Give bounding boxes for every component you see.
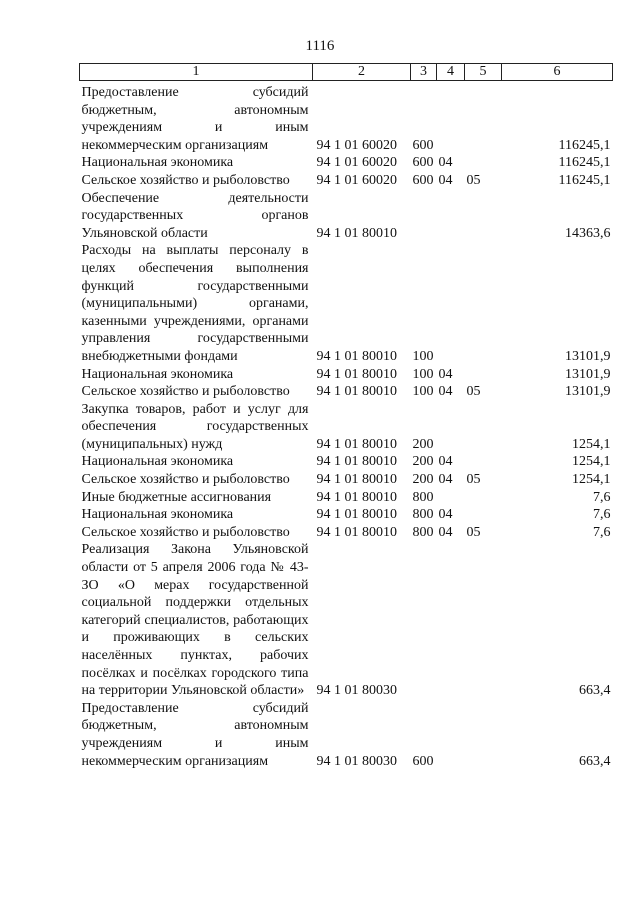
table-row xyxy=(80,489,613,507)
expense-type-code: 600 xyxy=(412,753,434,769)
amount: 13101,9 xyxy=(565,384,611,400)
section-code: 04 xyxy=(438,524,453,540)
target-article-code: 94 1 01 80010 xyxy=(316,225,397,241)
amount: 116245,1 xyxy=(558,155,611,171)
table-row xyxy=(80,190,613,243)
amount: 663,4 xyxy=(579,683,611,699)
row-name: Закупка товаров, работ и услуг для обеспечения государственных (муниципальных) нужд xyxy=(81,401,309,452)
table-row xyxy=(80,81,613,155)
header-col-3: 3 xyxy=(411,64,437,81)
subsection-code xyxy=(465,700,502,770)
amount: 1254,1 xyxy=(572,436,611,452)
row-name: Предоставление субсидий бюджетным, автономным учреждениям и иным некоммерческим организациям xyxy=(81,85,309,153)
subsection-code xyxy=(465,242,502,365)
target-article-code: 94 1 01 80010 xyxy=(316,384,397,400)
amount: 1254,1 xyxy=(572,472,611,488)
header-col-4: 4 xyxy=(437,64,465,81)
row-name: Национальная экономика xyxy=(81,454,234,470)
expense-type-code: 600 xyxy=(412,172,434,188)
target-article-code: 94 1 01 60020 xyxy=(316,155,397,171)
table-header-row xyxy=(80,64,613,81)
subsection-code xyxy=(465,453,502,471)
section-code: 04 xyxy=(438,366,453,382)
section-code: 04 xyxy=(438,384,453,400)
table-row xyxy=(80,242,613,365)
subsection-code: 05 xyxy=(466,524,481,540)
expense-type-code: 600 xyxy=(412,137,434,153)
target-article-code: 94 1 01 60020 xyxy=(316,137,397,153)
page-number: 1116 xyxy=(305,38,335,54)
expense-type-code: 800 xyxy=(412,524,434,540)
target-article-code: 94 1 01 80030 xyxy=(316,683,397,699)
target-article-code: 94 1 01 80010 xyxy=(316,436,397,452)
subsection-code xyxy=(465,190,502,243)
row-name: Предоставление субсидий бюджетным, автономным учреждениям и иным некоммерческим организациям xyxy=(81,700,309,769)
header-col-5: 5 xyxy=(465,64,502,81)
subsection-code xyxy=(465,154,502,172)
header-col-1: 1 xyxy=(80,64,313,81)
expense-type-code: 800 xyxy=(412,507,434,523)
target-article-code: 94 1 01 80010 xyxy=(316,524,397,540)
section-code xyxy=(437,541,465,699)
amount: 663,4 xyxy=(579,753,611,769)
row-name: Обеспечение деятельности государственных органов Ульяновской области xyxy=(81,190,309,241)
subsection-code: 05 xyxy=(466,172,481,188)
section-code xyxy=(437,700,465,770)
section-code: 04 xyxy=(438,454,453,470)
table-row xyxy=(80,172,613,190)
table-row xyxy=(80,541,613,699)
subsection-code xyxy=(465,401,502,454)
expense-type-code: 800 xyxy=(412,489,434,505)
amount: 13101,9 xyxy=(565,366,611,382)
target-article-code: 94 1 01 80010 xyxy=(316,489,397,505)
amount: 7,6 xyxy=(593,524,611,540)
target-article-code: 94 1 01 80010 xyxy=(316,348,397,364)
amount: 1254,1 xyxy=(572,454,611,470)
expense-type-code: 100 xyxy=(412,366,434,382)
section-code: 04 xyxy=(438,172,453,188)
table-row xyxy=(80,471,613,489)
row-name: Национальная экономика xyxy=(81,366,234,382)
amount: 7,6 xyxy=(593,507,611,523)
subsection-code xyxy=(465,489,502,507)
row-name: Реализация Закона Ульяновской области от 5 апреля 2006 года № 43-ЗО «О мерах государственной социальной поддержки отдельных категорий специалистов, работающих и проживающих в сельских населённых пунктах, рабочих посёлках и посёлках городского типа на территории Ульяновской области» xyxy=(81,542,309,699)
subsection-code xyxy=(465,506,502,524)
amount: 116245,1 xyxy=(558,137,611,153)
target-article-code: 94 1 01 80030 xyxy=(316,753,397,769)
expense-type-code: 200 xyxy=(412,472,434,488)
target-article-code: 94 1 01 80010 xyxy=(316,366,397,382)
row-name: Национальная экономика xyxy=(81,507,234,523)
amount: 13101,9 xyxy=(565,348,611,364)
table-row xyxy=(80,700,613,770)
table-row xyxy=(80,524,613,542)
table-row xyxy=(80,383,613,401)
table-row xyxy=(80,401,613,454)
subsection-code: 05 xyxy=(466,384,481,400)
subsection-code xyxy=(465,541,502,699)
subsection-code: 05 xyxy=(466,472,481,488)
section-code xyxy=(437,401,465,454)
row-name: Сельское хозяйство и рыболовство xyxy=(81,172,290,188)
target-article-code: 94 1 01 80010 xyxy=(316,454,397,470)
row-name: Сельское хозяйство и рыболовство xyxy=(81,472,290,488)
table-row xyxy=(80,366,613,384)
expense-type-code: 200 xyxy=(412,436,434,452)
expense-type-code: 100 xyxy=(412,348,434,364)
table-row xyxy=(80,154,613,172)
header-col-2: 2 xyxy=(313,64,411,81)
row-name: Национальная экономика xyxy=(81,155,234,171)
budget-table xyxy=(79,63,613,770)
row-name: Сельское хозяйство и рыболовство xyxy=(81,524,290,540)
expense-type-code: 600 xyxy=(412,155,434,171)
amount: 7,6 xyxy=(593,489,611,505)
section-code: 04 xyxy=(438,472,453,488)
subsection-code xyxy=(465,366,502,384)
row-name: Иные бюджетные ассигнования xyxy=(81,489,272,505)
expense-type-code: 100 xyxy=(412,384,434,400)
expense-type-code xyxy=(411,190,437,243)
section-code: 04 xyxy=(438,507,453,523)
target-article-code: 94 1 01 80010 xyxy=(316,472,397,488)
amount: 14363,6 xyxy=(565,225,611,241)
expense-type-code: 200 xyxy=(412,454,434,470)
target-article-code: 94 1 01 60020 xyxy=(316,172,397,188)
subsection-code xyxy=(465,81,502,155)
section-code xyxy=(437,489,465,507)
expense-type-code xyxy=(411,541,437,699)
row-name: Расходы на выплаты персоналу в целях обеспечения выполнения функций государственными (муниципальными) органами, казенными учреждениями, органами управления государственными внебюджетными фондами xyxy=(81,243,309,364)
table-row xyxy=(80,506,613,524)
header-col-6: 6 xyxy=(502,64,613,81)
section-code xyxy=(437,81,465,155)
section-code xyxy=(437,242,465,365)
section-code: 04 xyxy=(438,155,453,171)
row-name: Сельское хозяйство и рыболовство xyxy=(81,384,290,400)
section-code xyxy=(437,190,465,243)
amount: 116245,1 xyxy=(558,172,611,188)
table-row xyxy=(80,453,613,471)
target-article-code: 94 1 01 80010 xyxy=(316,507,397,523)
